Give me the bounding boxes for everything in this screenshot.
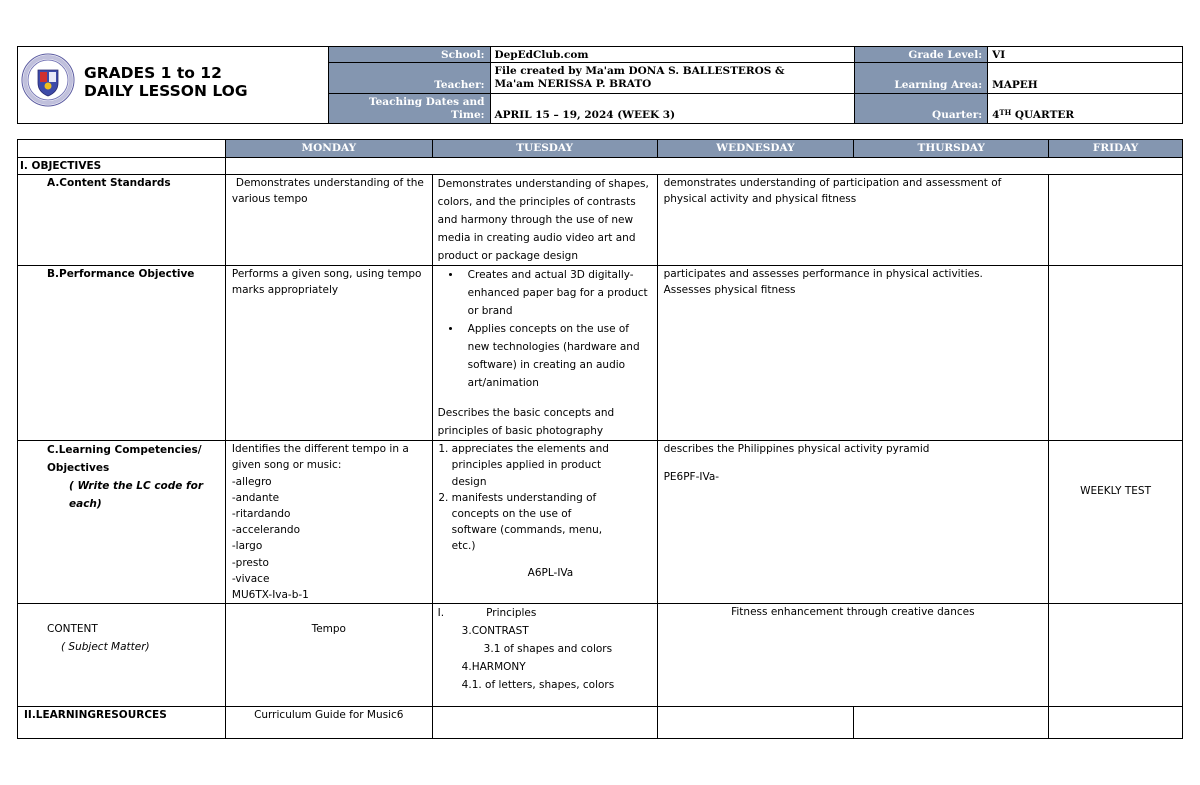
list-item: -vivace xyxy=(231,572,270,585)
lesson-log-table xyxy=(17,139,1183,739)
content-wed-thu: Fitness enhancement through creative dances xyxy=(657,604,1049,707)
content-standards-wed-thu: demonstrates understanding of participation and assessment of physical activity and physical fitness xyxy=(657,175,1049,266)
resources-wednesday xyxy=(657,707,854,739)
page-title xyxy=(84,64,248,100)
dates-label-line-1: Teaching Dates and xyxy=(368,95,485,108)
competencies-wed-thu xyxy=(657,441,1049,604)
teacher-line-1: File created by Ma'am DONA S. BALLESTEROS & xyxy=(494,65,785,78)
dates-value: APRIL 15 – 19, 2024 (WEEK 3) xyxy=(490,93,855,123)
list-item: • Creates and actual 3D digitally-enhanced paper bag for a product or brand xyxy=(462,266,653,320)
resources-monday: Curriculum Guide for Music6 xyxy=(225,707,432,739)
list-item: -allegro xyxy=(231,475,272,488)
list-item: -andante xyxy=(231,491,280,504)
competencies-label xyxy=(18,441,226,604)
day-header-tuesday: TUESDAY xyxy=(432,140,657,158)
teacher-label: Teacher: xyxy=(328,63,490,93)
performance-friday xyxy=(1049,266,1183,441)
resources-thursday xyxy=(854,707,1049,739)
content-label-note: ( Subject Matter) xyxy=(61,641,150,654)
teacher-value xyxy=(490,63,855,93)
performance-wed-line-1: participates and assesses performance in physical activities. xyxy=(663,268,983,281)
content-friday xyxy=(1049,604,1183,707)
header-table xyxy=(17,46,1183,124)
quarter-value xyxy=(988,93,1183,123)
content-label xyxy=(18,604,226,707)
content-tuesday-harmony: 4.HARMONY xyxy=(461,661,526,674)
list-item: -largo xyxy=(231,540,263,553)
day-header-monday: MONDAY xyxy=(225,140,432,158)
performance-tuesday-list xyxy=(438,266,653,392)
dates-label-line-2: Time: xyxy=(451,108,485,121)
performance-tuesday-extra: Describes the basic concepts and principles of basic photography xyxy=(437,407,615,438)
day-header-wednesday: WEDNESDAY xyxy=(657,140,854,158)
list-item: -ritardando xyxy=(231,508,291,521)
content-label-main: CONTENT xyxy=(47,623,98,636)
school-value: DepEdClub.com xyxy=(490,47,855,63)
grade-label: Grade Level: xyxy=(855,47,988,63)
quarter-label: Quarter: xyxy=(855,93,988,123)
competencies-tuesday-list xyxy=(438,441,617,554)
header-title-cell xyxy=(18,47,329,124)
content-standards-friday xyxy=(1049,175,1183,266)
school-label: School: xyxy=(328,47,490,63)
competencies-wed-code: PE6PF-IVa- xyxy=(663,471,720,484)
content-tuesday-contrast: 3.CONTRAST xyxy=(461,625,529,638)
competencies-friday: WEEKLY TEST xyxy=(1049,441,1183,604)
list-item: MU6TX-Iva-b-1 xyxy=(231,589,309,602)
list-item: Identifies the different tempo in a given song or music: xyxy=(231,443,409,472)
content-monday: Tempo xyxy=(225,604,432,707)
title-line-1: GRADES 1 to 12 xyxy=(84,64,222,82)
grade-value: VI xyxy=(988,47,1183,63)
list-item: 2. manifests understanding of concepts on the use of software (commands, menu, etc.) xyxy=(452,490,617,555)
content-tuesday-shapes: 3.1 of shapes and colors xyxy=(483,643,613,656)
list-item: • Applies concepts on the use of new technologies (hardware and software) in creating an audio art/animation xyxy=(462,320,653,392)
performance-label: B.Performance Objective xyxy=(18,266,226,441)
competencies-label-line-2: Objectives xyxy=(47,462,110,475)
quarter-word: QUARTER xyxy=(1011,109,1075,121)
content-tuesday-principles: Principles xyxy=(486,607,537,620)
list-item: -accelerando xyxy=(231,524,300,537)
competencies-label-note: ( Write the LC code for each) xyxy=(69,480,204,511)
quarter-number: 4 xyxy=(992,109,1000,121)
resources-tuesday xyxy=(432,707,657,739)
title-line-2: DAILY LESSON LOG xyxy=(84,82,248,100)
content-standards-label: A.Content Standards xyxy=(18,175,226,266)
day-header-thursday: THURSDAY xyxy=(854,140,1049,158)
list-item: 1. appreciates the elements and principles applied in product design xyxy=(452,441,617,490)
performance-wed-line-2: Assesses physical fitness xyxy=(663,284,796,297)
list-item: -presto xyxy=(231,556,269,569)
objectives-heading: I. OBJECTIVES xyxy=(18,158,226,175)
content-standards-tuesday: Demonstrates understanding of shapes, colors, and the principles of contrasts and harmony through the use of new media in creating audio video art and product or package design xyxy=(432,175,657,266)
performance-tuesday xyxy=(432,266,657,441)
content-tuesday-heading xyxy=(438,604,653,622)
area-label: Learning Area: xyxy=(855,63,988,93)
competencies-wed-line-1: describes the Philippines physical activity pyramid xyxy=(663,443,930,456)
competencies-tuesday-code: A6PL-IVa xyxy=(527,566,574,579)
competencies-tuesday xyxy=(432,441,657,604)
content-standards-monday: Demonstrates understanding of the various tempo xyxy=(225,175,432,266)
day-header-blank xyxy=(18,140,226,158)
performance-wed-thu xyxy=(657,266,1049,441)
competencies-label-line-1: C.Learning Competencies/ xyxy=(47,444,202,457)
deped-seal-icon xyxy=(21,53,75,107)
objectives-blank xyxy=(225,158,1182,175)
area-value: MAPEH xyxy=(988,63,1183,93)
resources-label: II.LEARNINGRESOURCES xyxy=(18,707,226,739)
content-tuesday-roman: I. xyxy=(437,607,445,620)
competencies-monday xyxy=(225,441,432,604)
resources-friday xyxy=(1049,707,1183,739)
day-header-friday: FRIDAY xyxy=(1049,140,1183,158)
dates-label xyxy=(328,93,490,123)
content-tuesday xyxy=(432,604,657,707)
quarter-suffix: TH xyxy=(999,108,1012,117)
teacher-line-2: Ma'am NERISSA P. BRATO xyxy=(494,78,652,91)
performance-monday: Performs a given song, using tempo marks appropriately xyxy=(225,266,432,441)
content-tuesday-letters: 4.1. of letters, shapes, colors xyxy=(461,679,615,692)
